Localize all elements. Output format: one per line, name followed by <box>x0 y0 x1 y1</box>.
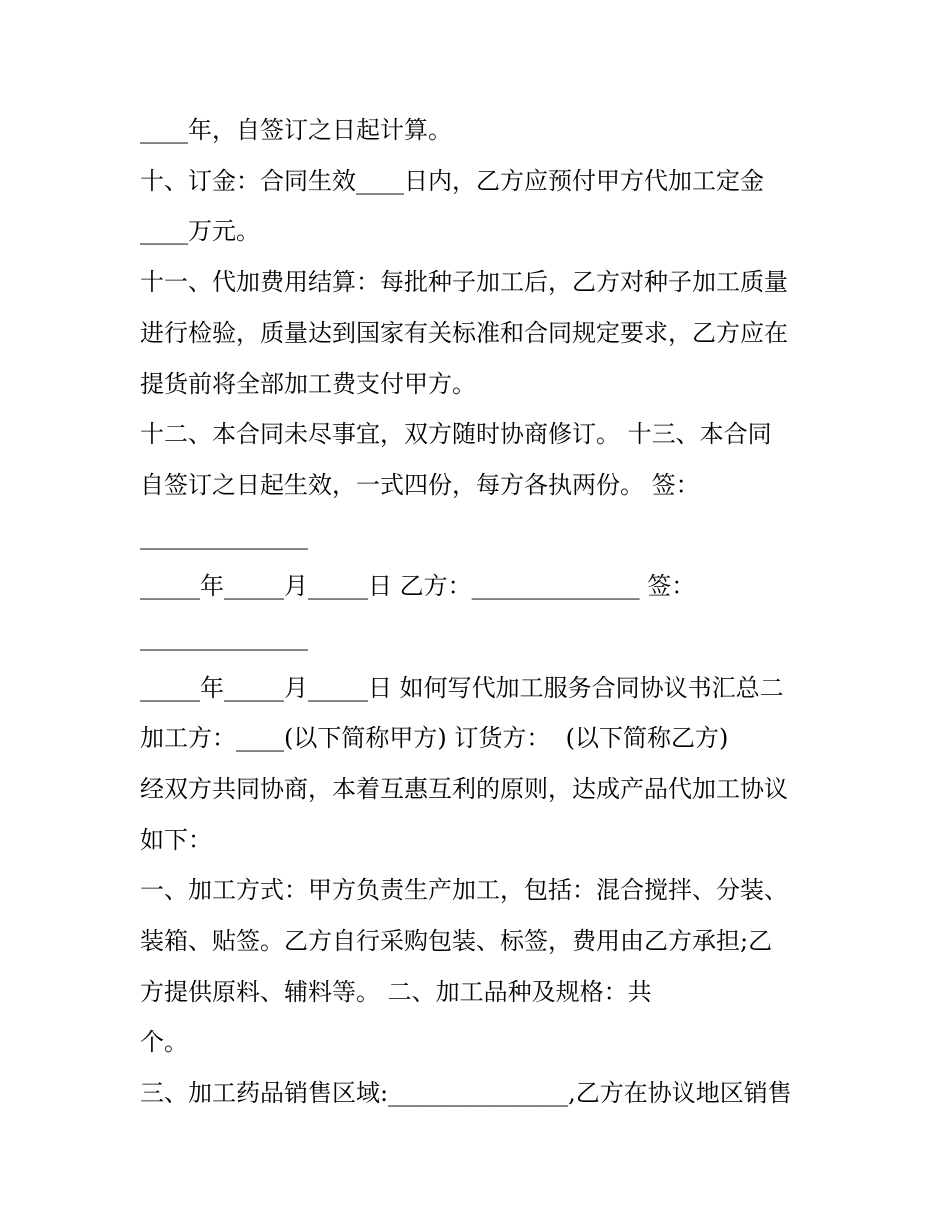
date-line-party-b: _____年_____月_____日 乙方：______________ 签： <box>140 572 696 600</box>
text-line-sales-region: 三、加工药品销售区域:_______________,乙方在协议地区销售 <box>140 1079 792 1107</box>
text-line-payment: 提货前将全部加工费支付甲方。 <box>140 370 476 398</box>
text-line-title-2: _____年_____月_____日 如何写代加工服务合同协议书汇总二 <box>140 674 784 702</box>
text-line-clause-12: 十二、本合同未尽事宜，双方随时协商修订。 十三、本合同 <box>140 420 772 448</box>
text-line-term: ____年，自签订之日起计算。 <box>140 116 452 144</box>
text-line-inspection: 进行检验，质量达到国家有关标准和合同规定要求，乙方应在 <box>140 319 788 347</box>
signature-blank-b: ______________ <box>140 623 308 651</box>
text-line-materials: 方提供原料、辅料等。 二、加工品种及规格：共 <box>140 978 652 1006</box>
signature-blank-a: ______________ <box>140 522 308 550</box>
text-line-count: 个。 <box>140 1028 188 1056</box>
text-line-effective: 自签订之日起生效，一式四份，每方各执两份。 签： <box>140 471 700 499</box>
text-line-parties: 加工方：____(以下简称甲方) 订货方： (以下简称乙方) <box>140 724 729 752</box>
text-line-deposit: 十、订金：合同生效____日内，乙方应预付甲方代加工定金 <box>140 167 764 195</box>
text-line-agreement: 经双方共同协商，本着互惠互利的原则，达成产品代加工协议 <box>140 775 788 803</box>
text-line-as-follows: 如下： <box>140 826 212 854</box>
text-line-settlement: 十一、代加费用结算：每批种子加工后，乙方对种子加工质量 <box>140 268 788 296</box>
text-line-deposit-amount: ____万元。 <box>140 217 260 245</box>
text-line-processing-method: 一、加工方式：甲方负责生产加工，包括：混合搅拌、分装、 <box>140 876 788 904</box>
text-line-packaging: 装箱、贴签。乙方自行采购包装、标签，费用由乙方承担;乙 <box>140 927 773 955</box>
